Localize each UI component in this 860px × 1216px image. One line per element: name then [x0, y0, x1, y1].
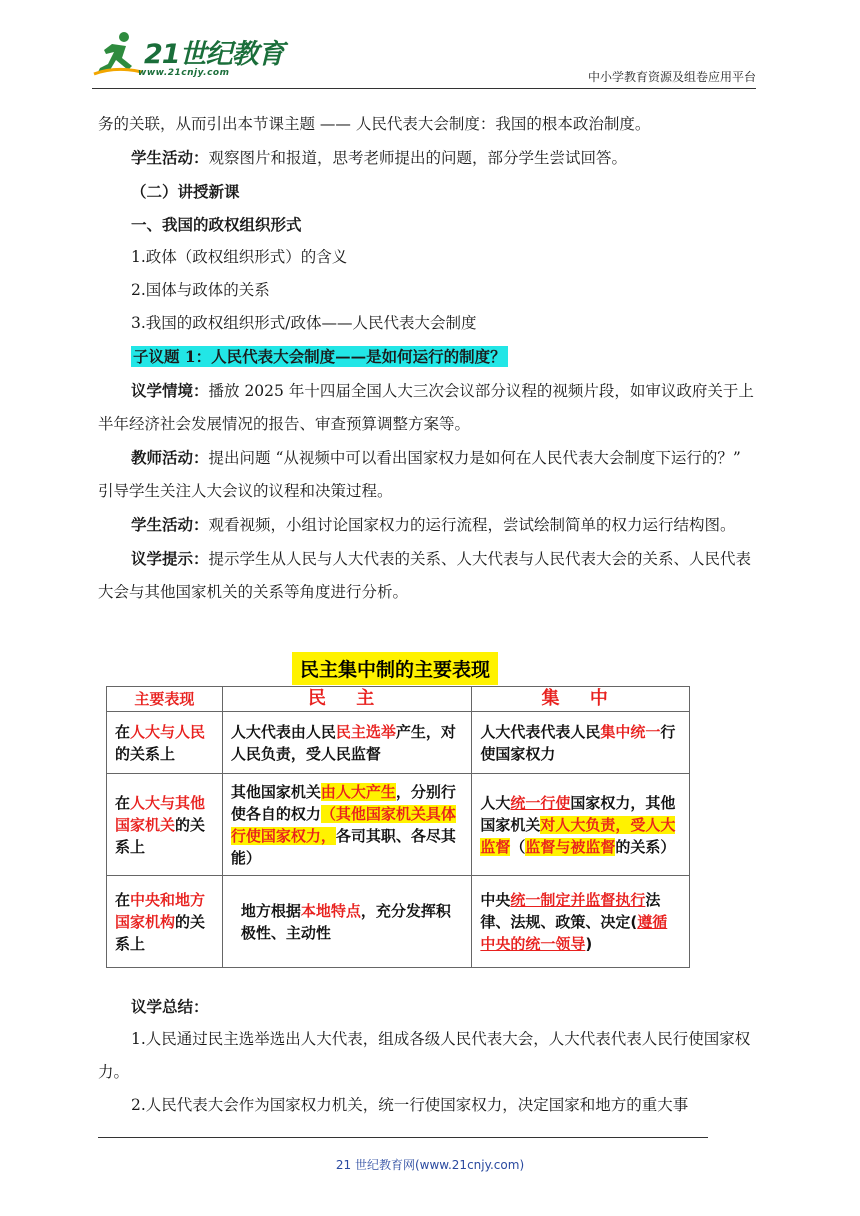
logo-text: 21世纪教育	[144, 39, 284, 70]
cell-text: (	[630, 912, 638, 931]
table-cell	[107, 774, 223, 876]
paragraph-text: 提示学生从人民与人大代表的关系、人大代表与人民代表大会的关系、人民代表大会与其他国家机关的关系等角度进行分析。	[98, 550, 752, 601]
paragraph	[98, 141, 758, 175]
table-row	[107, 774, 690, 876]
summary-label: 议学总结：	[131, 997, 209, 1016]
summary-section	[98, 990, 758, 1122]
cell-text-red: 人大与人民	[130, 722, 206, 741]
cell-text: )	[585, 934, 593, 953]
table-cell	[107, 712, 223, 774]
cell-text: 其他国家机关	[230, 782, 321, 801]
democratic-centralism-figure	[106, 650, 690, 968]
cell-text: 法律、法规、政策、决定	[480, 890, 661, 931]
paragraph	[98, 340, 758, 374]
cell-text: （	[510, 837, 526, 856]
cell-text: 产生，对人民负责，受人民监督	[230, 722, 456, 763]
paragraph: 2.国体与政体的关系	[131, 281, 270, 299]
cell-text: 的关系上	[115, 815, 206, 856]
paragraph	[98, 374, 758, 441]
cell-text: 人大代表由人民	[230, 722, 336, 741]
platform-name: 中小学教育资源及组卷应用平台	[587, 70, 756, 84]
document-body	[98, 108, 758, 609]
label: 议学提示：	[131, 549, 209, 568]
cell-text-red: 遵循中央的统一领导	[480, 912, 668, 953]
cell-text: 在	[115, 890, 131, 909]
label: 教师活动：	[131, 448, 209, 467]
cell-text-red: 本地特点	[300, 901, 361, 920]
label: 学生活动：	[131, 148, 209, 167]
paragraph: 1.政体（政权组织形式）的含义	[131, 248, 348, 266]
paragraph-text: 提出问题 “从视频中可以看出国家权力是如何在人民代表大会制度下运行的？” 引导学生关注人大会议的议程和决策过程。	[98, 449, 741, 500]
cell-text: 各司其职、各尽其能）	[230, 826, 456, 867]
paragraph: 2.人民代表大会作为国家权力机关，统一行使国家权力，决定国家和地方的重大事	[131, 1096, 689, 1114]
cell-text-red: 集中统一	[600, 722, 661, 741]
label: 议学情境：	[131, 381, 209, 400]
democratic-centralism-table	[106, 686, 690, 968]
table-cell	[472, 876, 690, 968]
sub-topic-highlight: 子议题 1：人民代表大会制度——是如何运行的制度？	[133, 347, 506, 366]
footer-divider	[98, 1137, 708, 1138]
cell-text-highlight: （其他国家机关具体行使国家权力，	[230, 804, 456, 845]
cell-text-highlight: 由人大产生	[320, 782, 396, 801]
table-header: 民 主	[222, 687, 472, 712]
cell-text-highlight: 监督与被监督	[525, 837, 616, 856]
cell-text: 中央	[480, 890, 511, 909]
table-cell	[222, 712, 472, 774]
table-cell	[472, 712, 690, 774]
label: 学生活动：	[131, 515, 209, 534]
table-cell	[472, 774, 690, 876]
paragraph-text: 播放 2025 年十四届全国人大三次会议部分议程的视频片段，如审议政府关于上半年经济社会发展情况的报告、审查预算调整方案等。	[98, 382, 754, 433]
cell-text-highlight: 对人大负责，受人大监督	[480, 815, 676, 856]
cell-text-red: 统一制定并监督执行	[510, 890, 646, 909]
paragraph: 1.人民通过民主选举选出人大代表，组成各级人民代表大会，人大代表代表人民行使国家权力。	[98, 1030, 751, 1081]
cell-text-red: 统一行使	[510, 793, 571, 812]
cell-text: 的关系）	[615, 837, 676, 856]
paragraph	[98, 542, 758, 609]
table-cell	[222, 774, 472, 876]
paragraph-text: 观看视频，小组讨论国家权力的运行流程，尝试绘制简单的权力运行结构图。	[208, 516, 736, 534]
section-heading: （二）讲授新课	[131, 182, 240, 201]
page-header	[0, 0, 860, 100]
table-row	[107, 712, 690, 774]
cell-text: 的关系上	[115, 744, 176, 763]
cell-text: 地方根据	[240, 901, 301, 920]
table-title: 民主集中制的主要表现	[292, 652, 498, 685]
cell-text-red: 民主选举	[335, 722, 396, 741]
logo	[92, 30, 292, 88]
paragraph: 务的关联，从而引出本节课主题 —— 人民代表大会制度：我国的根本政治制度。	[98, 115, 651, 133]
logo-url: www.21cnjy.com	[138, 68, 230, 78]
paragraph	[98, 508, 758, 542]
cell-text: 的关系上	[115, 912, 206, 953]
paragraph: 3.我国的政权组织形式/政体——人民代表大会制度	[131, 314, 477, 332]
cell-text: 国家权力，其他国家机关	[480, 793, 676, 834]
table-header: 集 中	[472, 687, 690, 712]
paragraph-text: 观察图片和报道，思考老师提出的问题，部分学生尝试回答。	[208, 149, 628, 167]
cell-text-red: 中央和地方国家机构	[115, 890, 206, 931]
cell-text: 人大代表代表人民	[480, 722, 601, 741]
table-header-row	[107, 687, 690, 712]
table-cell	[222, 876, 472, 968]
cell-text: 在	[115, 793, 131, 812]
section-heading: 一、我国的政权组织形式	[131, 215, 302, 234]
table-row	[107, 876, 690, 968]
table-header: 主要表现	[107, 687, 223, 712]
cell-text: ，充分发挥积极性、主动性	[240, 901, 451, 942]
header-divider	[92, 88, 756, 89]
table-cell	[107, 876, 223, 968]
page-footer: 21 世纪教育网(www.21cnjy.com)	[335, 1158, 525, 1172]
cell-text: 在	[115, 722, 131, 741]
cell-text: 人大	[480, 793, 511, 812]
cell-text: ，分别行使各自的权力	[230, 782, 456, 823]
paragraph	[98, 441, 758, 508]
cell-text-red: 人大与其他国家机关	[115, 793, 206, 834]
cell-text: 行使国家权力	[480, 722, 676, 763]
